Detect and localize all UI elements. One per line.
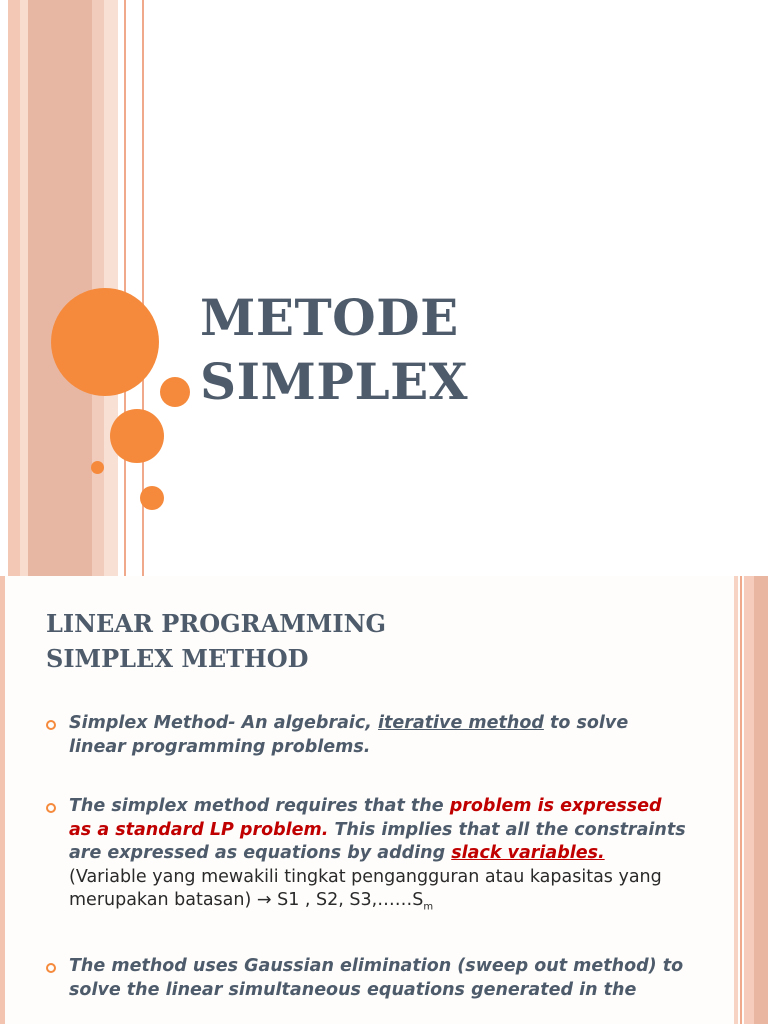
heading-line-1: LINEAR PROGRAMMING [46, 609, 387, 638]
decor-stripe [734, 576, 738, 1024]
decor-stripe [0, 576, 5, 1024]
bullet-text: to solve linear programming problems. [69, 713, 629, 757]
bullet-item [46, 712, 686, 759]
decor-circle-small [160, 377, 190, 407]
slack-variables-link[interactable]: slack variables. [451, 843, 605, 863]
title-line-2: SIMPLEX [200, 352, 469, 411]
bullet-text: The method uses Gaussian elimination (sweep out method) to solve the linear simultaneous equations generated in the [69, 956, 684, 1000]
title-line-1: METODE [200, 288, 459, 347]
decor-circle-medium [110, 409, 164, 463]
slide-content [0, 576, 768, 1024]
decor-stripe [744, 576, 754, 1024]
decor-circle-small [140, 486, 164, 510]
highlight-text: problem is expressed as a standard LP problem. [69, 796, 662, 840]
bullet-text: The simplex method requires that the [69, 796, 450, 816]
decor-stripe [754, 576, 768, 1024]
bullet-item [46, 955, 686, 1002]
subscript-text: m [423, 901, 434, 913]
note-text: (Variable yang mewakili tingkat pengangguran atau kapasitas yang merupakan batasan) → S1 , S2, S3,……S [69, 866, 662, 910]
decor-circle-large [51, 288, 159, 396]
iterative-method-link[interactable]: iterative method [378, 713, 544, 733]
decor-stripe [20, 0, 28, 576]
bullet-item [46, 795, 686, 919]
heading-line-2: SIMPLEX METHOD [46, 644, 309, 673]
decor-line [740, 576, 742, 1024]
decor-line [124, 0, 126, 576]
bullet-list [46, 712, 686, 1024]
decor-stripe [8, 0, 20, 576]
circle-bullet-icon [46, 963, 56, 973]
bullet-text: This implies that all the constraints are expressed as equations by adding [69, 819, 686, 863]
circle-bullet-icon [46, 720, 56, 730]
decor-circle-tiny [91, 461, 104, 474]
slide-heading [46, 606, 386, 676]
decor-stripe [28, 0, 92, 576]
circle-bullet-icon [46, 803, 56, 813]
bullet-text: Simplex Method- An algebraic, [69, 713, 379, 733]
slide-title-heading [200, 286, 468, 414]
